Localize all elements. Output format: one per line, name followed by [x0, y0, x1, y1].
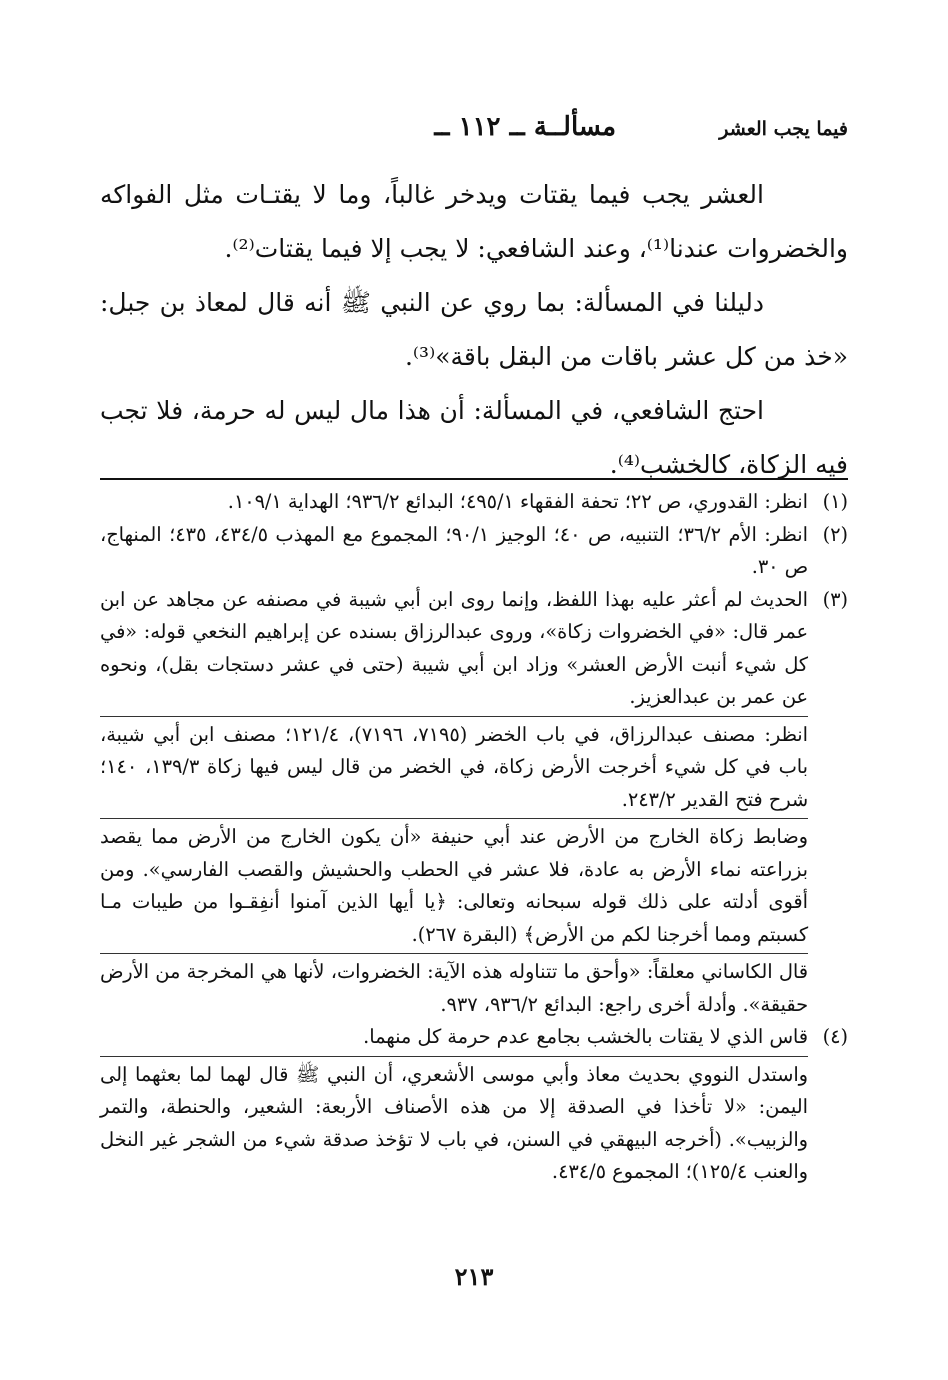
page-header — [100, 112, 848, 152]
footnote-2 — [100, 519, 848, 584]
main-paragraph: احتج الشافعي، في المسألة: أن هذا مال ليس له حرمة، فلا تجب فيه الزكاة، كالخشب⁽⁴⁾. — [100, 396, 848, 479]
issue-title: مسألــة ــ ١١٢ ــ — [434, 112, 616, 142]
main-paragraph: دليلنا في المسألة: بما روي عن النبي ﷺ أنه قال لمعاذ بن جبل: «خذ من كل عشر باقات من البقل باقة»⁽³⁾. — [100, 288, 848, 371]
footnote-number: (١) — [822, 490, 848, 513]
footnote-number: (٣) — [822, 587, 848, 611]
footnote-text: قاس الذي لا يقتات بالخشب بجامع عدم حرمة كل منهما. — [363, 1025, 808, 1048]
footnotes — [100, 486, 848, 1189]
running-head: فيما يجب العشر — [719, 118, 848, 140]
main-text — [100, 168, 848, 492]
footnote-divider — [100, 478, 848, 480]
footnote-text: قال الكاساني معلقاً: «وأحق ما تتناوله هذه الآية: الخضروات، لأنها هي المخرجة من الأرض حقيقة». وأدلة أخرى راجع: البدائع ٩٣٦/٢، ٩٣٧. — [100, 953, 808, 1021]
footnote-3 — [100, 584, 848, 1022]
footnote-text: انظر: القدوري، ص ٢٢؛ تحفة الفقهاء ٤٩٥/١؛ البدائع ٩٣٦/٢؛ الهداية ١٠٩/١. — [227, 490, 808, 513]
footnote-text: الحديث لم أعثر عليه بهذا اللفظ، وإنما روى ابن أبي شيبة في مصنفه عن مجاهد عن ابن عمر قال: «في الخضروات زكاة»، وروى عبدالرزاق بسنده عن إبراهيم النخعي قوله: «في كل شيء أنبت الأرض العشر» وزاد ابن أبي شيبة (حتى في عشر دستجات بقل)، ونحوه عن عمر بن عبدالعزيز. — [100, 587, 808, 708]
footnote-text: وضابط زكاة الخارج من الأرض عند أبي حنيفة «أن يكون الخارج من الأرض مما يقصد بزراعته نماء الأرض به عادة، فلا عشر في الحطب والحشيش والقصب الفارسي». ومن أقوى أدلته على ذلك قوله سبحانه وتعالى: ﴿يا أيها الذين آمنوا أنفِقـوا من طيبات مـا كسبتم ومما أخرجنا لكم من الأرض﴾ (البقرة ٢٦٧). — [100, 818, 808, 951]
footnote-1 — [100, 486, 848, 519]
main-paragraph: العشر يجب فيما يقتات ويدخر غالباً، وما لا يقتـات مثل الفواكه والخضروات عندنا⁽¹⁾، وعند الشافعي: لا يجب إلا فيما يقتات⁽²⁾. — [100, 180, 848, 263]
footnote-text: انظر: الأم ٣٦/٢؛ التنبيه، ص ٤٠؛ الوجيز ٩٠/١؛ المجموع مع المهذب ٤٣٤/٥، ٤٣٥؛ المنهاج، ص ٣٠. — [100, 522, 808, 578]
footnote-number: (٢) — [822, 522, 848, 546]
footnote-4 — [100, 1021, 848, 1189]
footnote-text: انظر: مصنف عبدالرزاق، في باب الخضر (٧١٩٥، ٧١٩٦)، ١٢١/٤؛ مصنف ابن أبي شيبة، باب في كل شيء أخرجت الأرض زكاة، في الخضر من قال ليس فيها زكاة ١٣٩/٣، ١٤٠؛ شرح فتح القدير ٢٤٣/٢. — [100, 716, 808, 817]
page-number: ٢١٣ — [454, 1262, 494, 1291]
footnote-text: واستدل النووي بحديث معاذ وأبي موسى الأشعري، أن النبي ﷺ قال لهما لما بعثهما إلى اليمن: «لا تأخذا في الصدقة إلا من هذه الأصناف الأربعة: الشعير، والحنطة، والتمر والزبيب». (أخرجه البيهقي في السنن، في باب لا تؤخذ صدقة شيء من الشجر غير النخل والعنب ١٢٥/٤)؛ المجموع ٤٣٤/٥. — [100, 1056, 808, 1189]
footnote-number: (٤) — [822, 1025, 848, 1048]
